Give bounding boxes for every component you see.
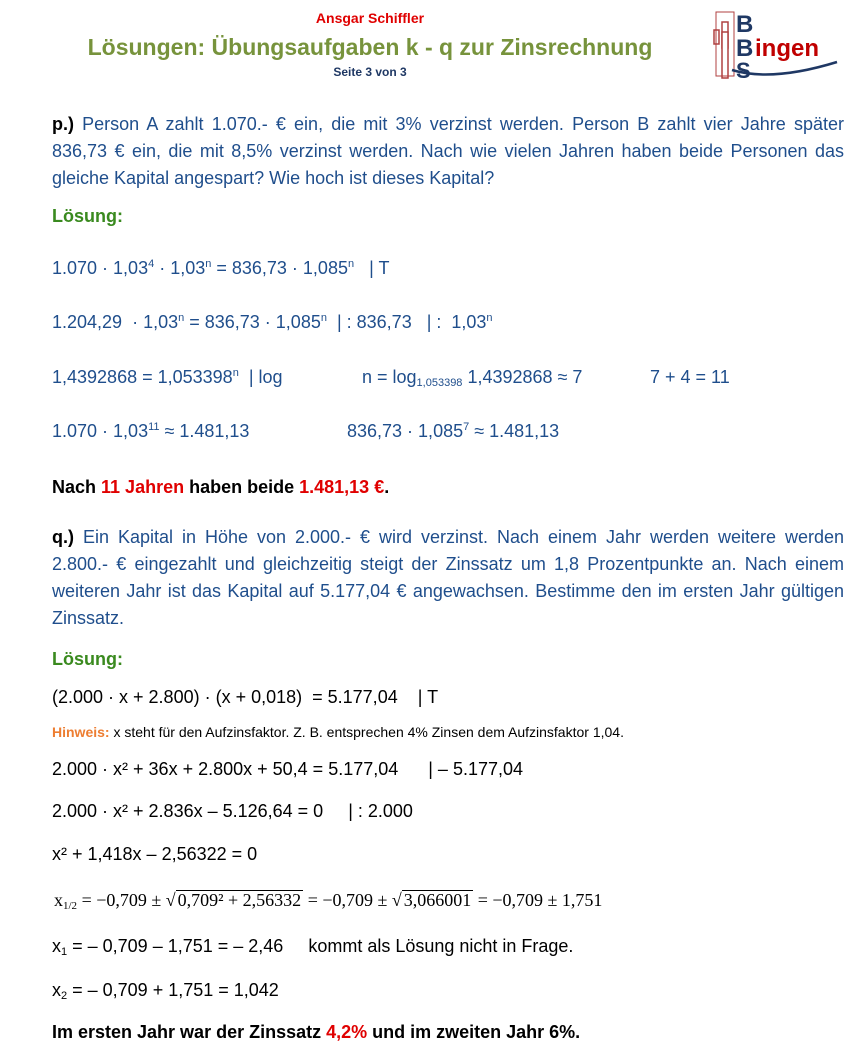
task-q (52, 524, 844, 632)
q-hint (52, 724, 624, 740)
author-name: Ansgar Schiffler (315, 10, 425, 26)
task-p-label: p.) (52, 114, 74, 134)
p-equation-3-log: $n = \log_{1,053398} 1,4392868 \approx 7$ (362, 367, 583, 389)
page-number: Seite 3 von 3 (333, 65, 407, 79)
p-equation-3: $1,4392868 = 1,053398^n$ | log (52, 367, 283, 387)
logo-graphic (712, 10, 842, 80)
p-solution-label: Lösung: (52, 206, 123, 226)
q-equation-4: x² + 1,418x – 2,56322 = 0 (52, 844, 258, 864)
logo-letter-b2: B (736, 35, 754, 62)
hint-text: x steht für den Aufzinsfaktor. Z. B. entsprechen 4% Zinsen dem Aufzinsfaktor 1,04. (109, 724, 624, 740)
logo-letter-s: S (736, 58, 751, 80)
page-title: Lösungen: Übungsaufgaben k - q zur Zinsrechnung (87, 34, 653, 60)
bbs-bingen-logo (712, 10, 842, 80)
hint-label: Hinweis: (52, 724, 110, 740)
task-p-text: Person A zahlt 1.070.- € ein, die mit 3% verzinst werden. Person B zahlt vier Jahre später 836,73 € ein, die mit 8,5% verzinst werden. Nach wie vielen Jahren haben beide Personen das gleiche Kapital angespart? Wie hoch ist dieses Kapital? (52, 114, 844, 188)
p-equation-2: $1.204,29 \cdot 1,03^n = 836,73 \cdot 1,085^n$ | : 836,73 | : 1,03$^n$ (52, 312, 493, 332)
q-equation-2: 2.000 · x² + 36x + 2.800x + 50,4 = 5.177,04 | – 5.177,04 (52, 759, 524, 779)
task-q-label: q.) (52, 527, 74, 547)
task-p (52, 111, 844, 192)
q-equation-1: (2.000 · x + 2.800) · (x + 0,018) = 5.177,04 | T (52, 687, 439, 707)
p-result: Nach 11 Jahren haben beide 1.481,13 €. (52, 477, 390, 497)
p-equation-3-sum: 7 + 4 = 11 (650, 367, 730, 387)
logo-letter-b1: B (736, 11, 754, 38)
q-solution-label: Lösung: (52, 649, 123, 669)
q-equation-3: 2.000 · x² + 2.836x – 5.126,64 = 0 | : 2.000 (52, 801, 413, 821)
q-solution-x1: $x_1$ = – 0,709 – 1,751 = – 2,46 kommt als Lösung nicht in Frage. (52, 936, 574, 958)
q-quadratic-formula: $x_{1/2} = -0,709$ ± √ 0,709² + 2,56332 = −0,709 ± √ 3,066001 = −0,709 ± 1,751 (54, 890, 603, 912)
p-equation-4b: $836,73 \cdot 1,085^7 \approx 1.481,13$ (347, 421, 560, 441)
p-equation-4a: $1.070 \cdot 1,03^{11} \approx 1.481,13$ (52, 421, 250, 441)
task-q-text: Ein Kapital in Höhe von 2.000.- € wird verzinst. Nach einem Jahr werden weitere werden 2.800.- € eingezahlt und gleichzeitig steigt der Zinssatz um 1,8 Prozentpunkte an. Nach einem weiteren Jahr ist das Kapital auf 5.177,04 € angewachsen. Bestimme den im ersten Jahr gültigen Zinssatz. (52, 527, 844, 628)
q-solution-x2: $x_2$ = – 0,709 + 1,751 = 1,042 (52, 980, 279, 1002)
q-result: Im ersten Jahr war der Zinssatz 4,2% und im zweiten Jahr 6%. (52, 1022, 581, 1042)
p-equation-1: $1.070 \cdot 1,03^4 \cdot 1,03^n = 836,73 \cdot 1,085^n$ | T (52, 258, 390, 278)
logo-text: ingen (755, 35, 819, 62)
